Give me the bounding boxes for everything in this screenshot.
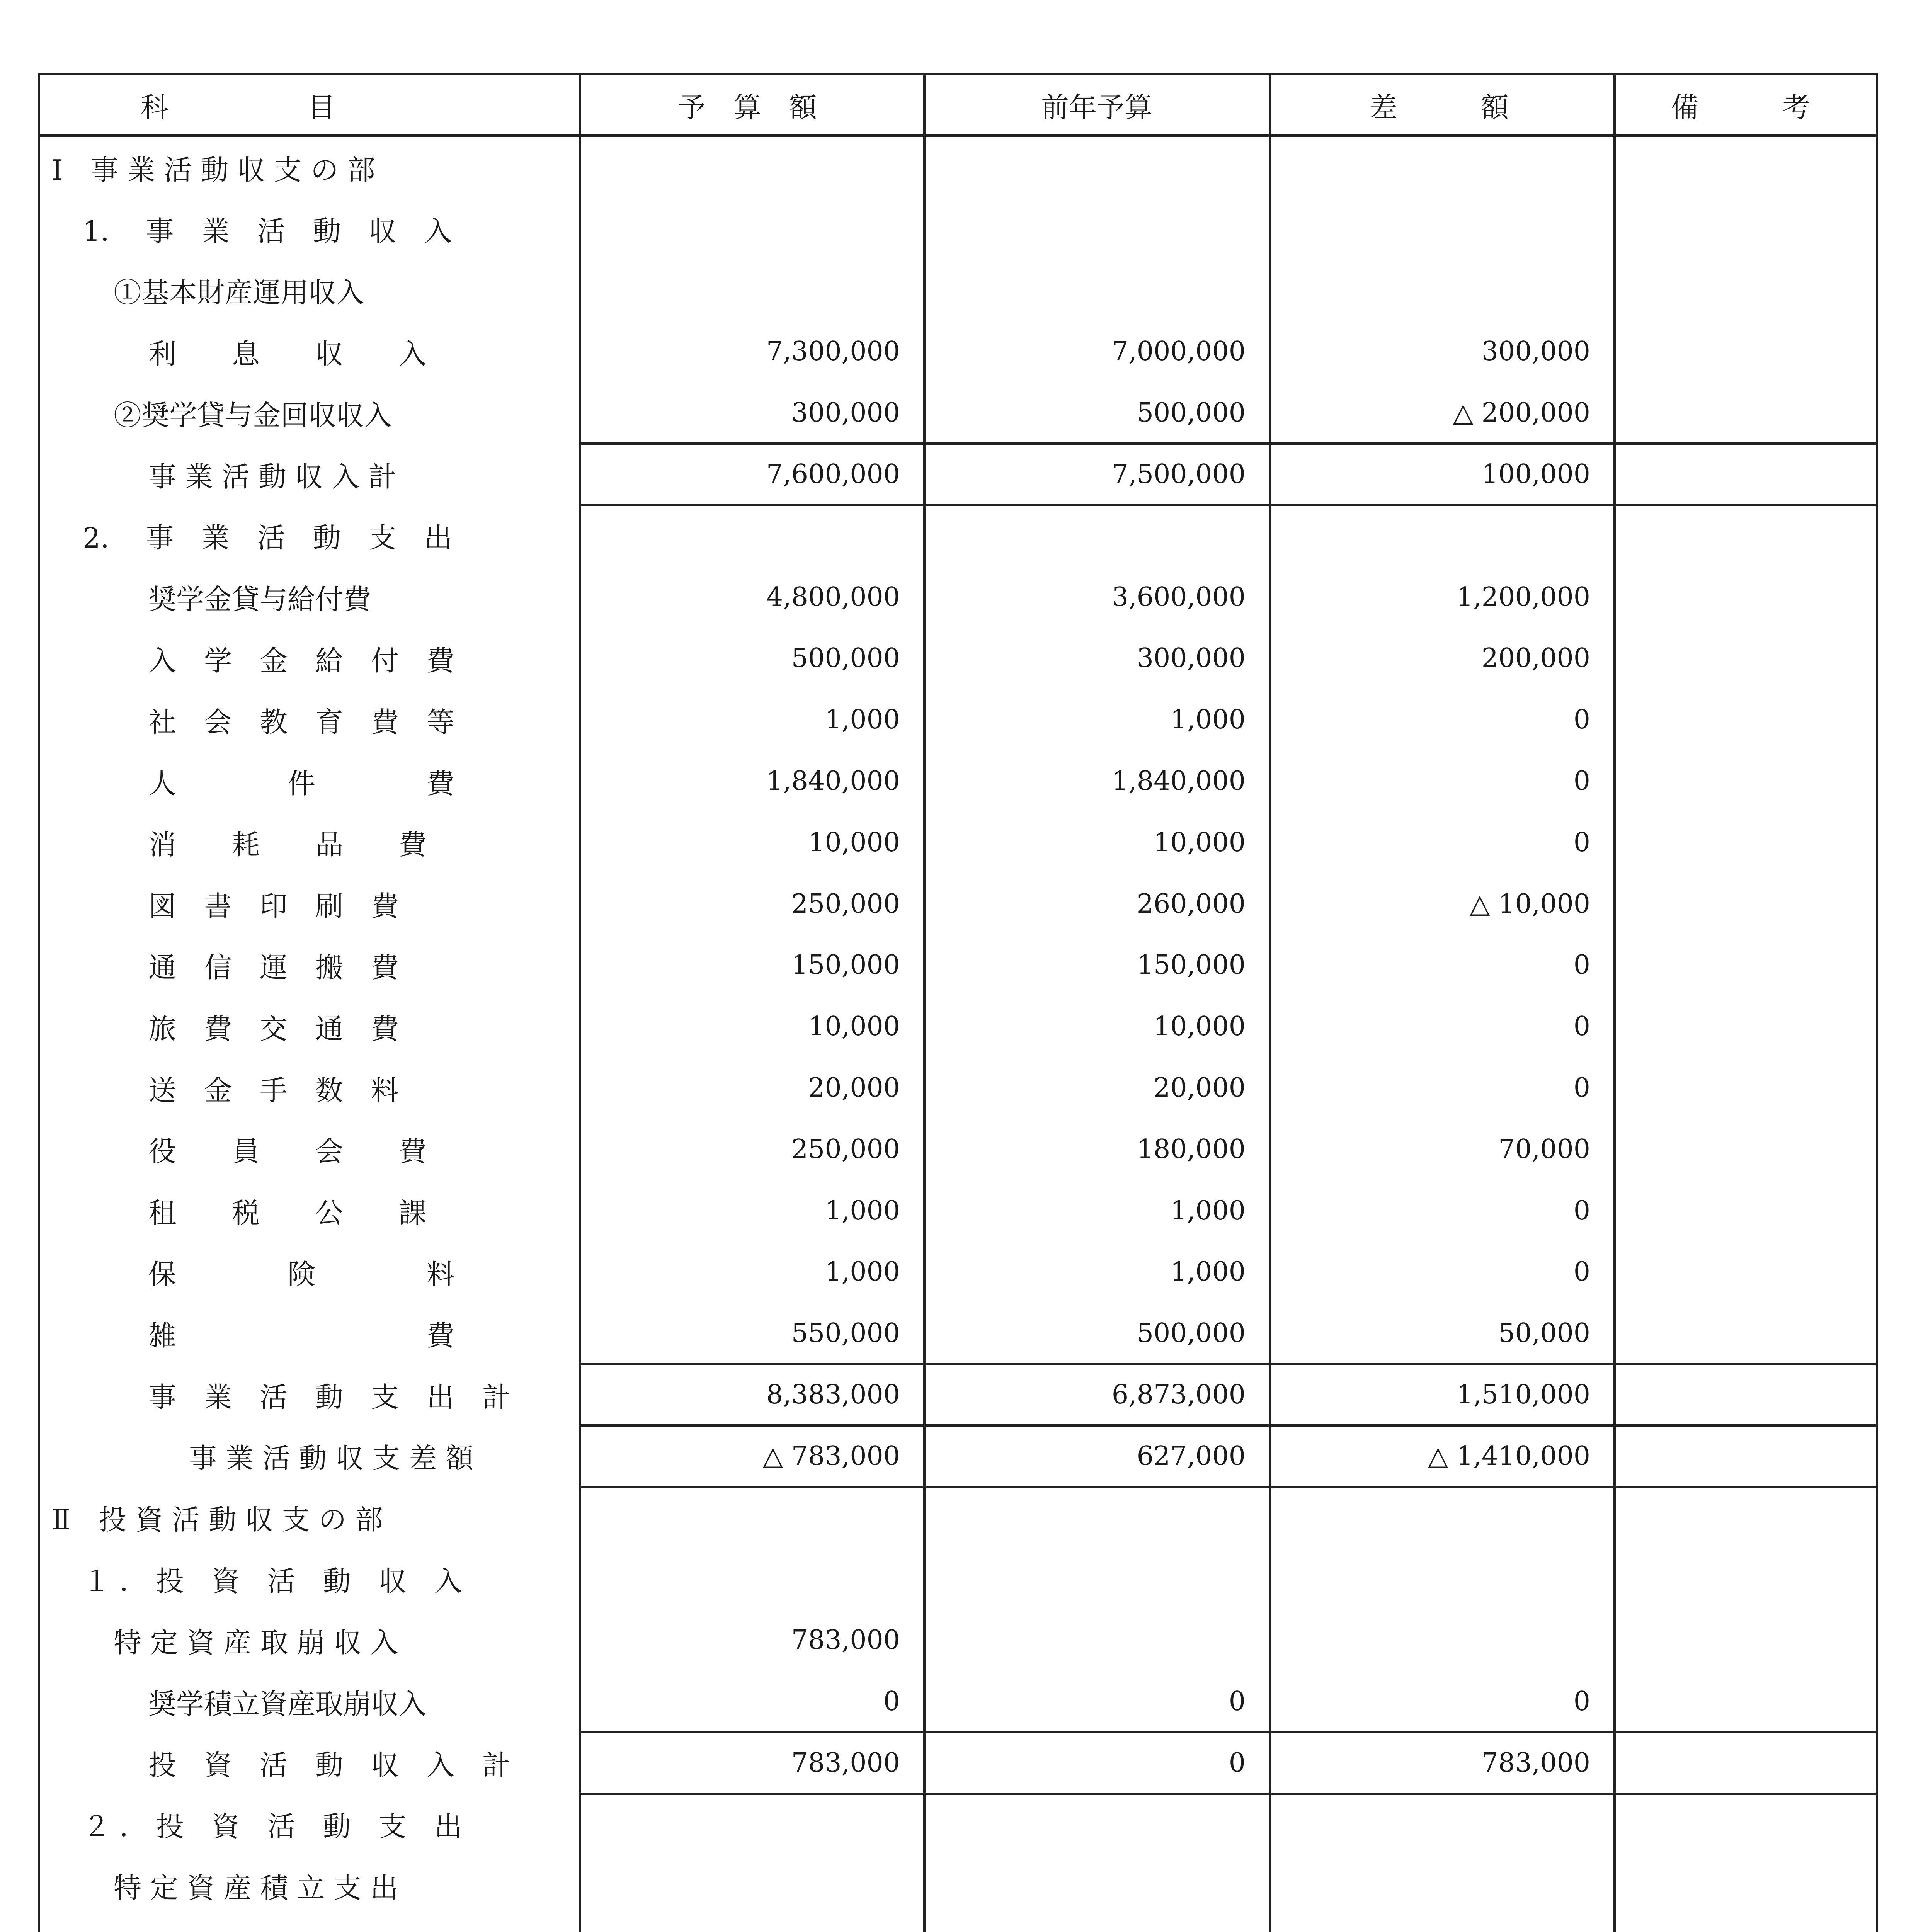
row-label: Ⅱ 投 資 活 動 収 支 の 部 (52, 1503, 383, 1536)
cell-budget: 7,600,000 (766, 459, 900, 490)
cell-budget: 7,300,000 (766, 336, 900, 367)
cell-diff: △ 1,410,000 (1428, 1440, 1590, 1471)
row-label: 社 会 教 育 費 等 (148, 706, 455, 738)
row-label: 1. 事 業 活 動 収 入 (83, 215, 452, 248)
table-row (40, 1241, 1876, 1303)
cell-budget: △ 783,000 (762, 1440, 900, 1471)
table-row (40, 260, 1876, 321)
cell-prev-budget: 300,000 (1137, 643, 1246, 674)
cell-budget: 300,000 (791, 398, 900, 429)
cell-prev-budget: 20,000 (1154, 1073, 1246, 1103)
cell-budget: 150,000 (791, 950, 900, 981)
cell-diff: 0 (1573, 1686, 1590, 1717)
cell-prev-budget: 1,000 (1170, 704, 1246, 735)
table-row (40, 1548, 1876, 1609)
cell-prev-budget: 10,000 (1154, 827, 1246, 858)
cell-budget: 783,000 (791, 1625, 900, 1656)
row-label: 特 定 資 産 取 崩 収 入 (114, 1626, 398, 1659)
cell-diff: 200,000 (1481, 643, 1590, 674)
table-row (40, 750, 1876, 812)
table-row (40, 198, 1876, 260)
table-row (40, 1732, 1876, 1794)
cell-budget (883, 1916, 900, 1932)
row-label: 送 金 手 数 料 (148, 1074, 399, 1107)
cell-prev-budget: 627,000 (1137, 1440, 1246, 1471)
header-subject: 科 目 (141, 91, 336, 124)
table-row (40, 1487, 1876, 1548)
cell-prev-budget: 500,000 (1137, 398, 1246, 429)
row-label (148, 1916, 433, 1932)
table-row (40, 1671, 1876, 1732)
row-label: ②奨学貸与金回収収入 (114, 399, 392, 432)
cell-prev-budget: 180,000 (1137, 1134, 1246, 1165)
cell-prev-budget (1137, 1916, 1246, 1932)
table-row (40, 628, 1876, 689)
table-row (40, 444, 1876, 505)
cell-diff: 300,000 (1481, 336, 1590, 367)
table-row (40, 1057, 1876, 1119)
table-row (40, 934, 1876, 996)
cell-budget: 500,000 (791, 643, 900, 674)
table-row (40, 689, 1876, 750)
cell-budget: 783,000 (791, 1747, 900, 1778)
table-row (40, 321, 1876, 382)
cell-prev-budget: 500,000 (1137, 1318, 1246, 1349)
cell-prev-budget: 1,840,000 (1111, 766, 1246, 796)
row-label: 奨学金貸与給付費 (148, 583, 371, 616)
header-diff: 差 額 (1370, 91, 1509, 124)
table-row (40, 566, 1876, 628)
table-row (40, 382, 1876, 444)
cell-prev-budget: 1,000 (1170, 1257, 1246, 1287)
header-budget: 予 算 額 (678, 91, 817, 124)
row-label: 消 耗 品 費 (148, 828, 427, 861)
cell-prev-budget: 7,000,000 (1111, 336, 1246, 367)
table-row (40, 1364, 1876, 1425)
cell-prev-budget: 3,600,000 (1111, 582, 1246, 612)
row-label: 事 業 活 動 支 出 計 (148, 1381, 510, 1413)
cell-prev-budget: 1,000 (1170, 1195, 1246, 1226)
row-label: 役 員 会 費 (148, 1135, 427, 1168)
row-label: ２ . 投 資 活 動 支 出 (83, 1810, 462, 1843)
row-label: 図 書 印 刷 費 (148, 890, 399, 923)
cell-diff: 0 (1573, 1011, 1590, 1042)
cell-budget: 20,000 (808, 1073, 900, 1103)
cell-budget: 8,383,000 (766, 1379, 900, 1410)
table-row (40, 873, 1876, 935)
row-label: 人 件 費 (148, 767, 455, 800)
row-label: 入 学 金 給 付 費 (148, 644, 455, 677)
row-label: １ . 投 資 活 動 収 入 (83, 1565, 462, 1597)
cell-budget: 250,000 (791, 888, 900, 919)
row-label: 利 息 収 入 (148, 337, 427, 370)
cell-budget: 1,840,000 (766, 766, 900, 796)
row-label: 特 定 資 産 積 立 支 出 (114, 1871, 398, 1904)
row-label: 保 険 料 (148, 1258, 455, 1291)
cell-budget: 4,800,000 (766, 582, 900, 612)
table-row (40, 1609, 1876, 1671)
cell-budget: 550,000 (791, 1318, 900, 1349)
row-label: 事 業 活 動 収 支 差 額 (189, 1442, 474, 1475)
cell-budget: 10,000 (808, 827, 900, 858)
row-rule (579, 1731, 1876, 1733)
table-row (40, 505, 1876, 566)
cell-diff: 0 (1573, 1073, 1590, 1103)
row-label: 投 資 活 動 収 入 計 (148, 1749, 510, 1782)
row-label: 旅 費 交 通 費 (148, 1012, 399, 1045)
cell-diff (1453, 1916, 1590, 1932)
cell-budget: 10,000 (808, 1011, 900, 1042)
table-row (40, 1425, 1876, 1487)
row-rule (579, 442, 1876, 445)
cell-prev-budget: 7,500,000 (1111, 459, 1246, 490)
cell-budget: 0 (883, 1686, 900, 1717)
cell-diff: 783,000 (1481, 1747, 1590, 1778)
cell-prev-budget: 260,000 (1137, 888, 1246, 919)
cell-budget: 1,000 (825, 704, 900, 735)
cell-diff: 0 (1573, 704, 1590, 735)
table-row (40, 1916, 1876, 1932)
cell-diff: 0 (1573, 1195, 1590, 1226)
row-label: 2. 事 業 活 動 支 出 (83, 522, 452, 554)
row-label: 雑 費 (148, 1319, 455, 1352)
cell-prev-budget: 0 (1229, 1747, 1246, 1778)
table-header (40, 75, 1876, 137)
table-row (40, 137, 1876, 198)
row-label: 奨学積立資産取崩収入 (148, 1687, 427, 1720)
cell-diff: △ 10,000 (1470, 888, 1590, 919)
budget-table (38, 73, 1878, 1932)
cell-prev-budget: 6,873,000 (1111, 1379, 1246, 1410)
cell-prev-budget: 150,000 (1137, 950, 1246, 981)
cell-diff: 0 (1573, 950, 1590, 981)
cell-diff: 1,200,000 (1456, 582, 1590, 612)
row-label: 租 税 公 課 (148, 1197, 427, 1230)
cell-budget: 1,000 (825, 1195, 900, 1226)
cell-budget: 1,000 (825, 1257, 900, 1287)
table-row (40, 1794, 1876, 1855)
table-row (40, 1303, 1876, 1364)
cell-diff: 100,000 (1481, 459, 1590, 490)
table-row (40, 1119, 1876, 1180)
row-label: 通 信 運 搬 費 (148, 951, 399, 984)
row-label: 事 業 活 動 収 入 計 (148, 460, 396, 493)
cell-diff: △ 200,000 (1453, 398, 1590, 429)
table-row (40, 996, 1876, 1057)
cell-budget: 250,000 (791, 1134, 900, 1165)
cell-diff: 0 (1573, 766, 1590, 796)
cell-diff: 70,000 (1498, 1134, 1590, 1165)
row-label: ①基本財産運用収入 (114, 276, 364, 309)
cell-diff: 50,000 (1498, 1318, 1590, 1349)
table-row (40, 1180, 1876, 1242)
cell-prev-budget: 10,000 (1154, 1011, 1246, 1042)
header-prev-budget: 前年予算 (1041, 91, 1153, 124)
header-remarks: 備 考 (1671, 91, 1811, 124)
table-row (40, 812, 1876, 873)
row-label: Ⅰ 事 業 活 動 収 支 の 部 (52, 153, 375, 186)
cell-diff: 0 (1573, 1257, 1590, 1287)
cell-diff: 1,510,000 (1456, 1379, 1590, 1410)
cell-prev-budget: 0 (1229, 1686, 1246, 1717)
row-rule (579, 1363, 1876, 1365)
cell-diff: 0 (1573, 827, 1590, 858)
table-row (40, 1855, 1876, 1916)
